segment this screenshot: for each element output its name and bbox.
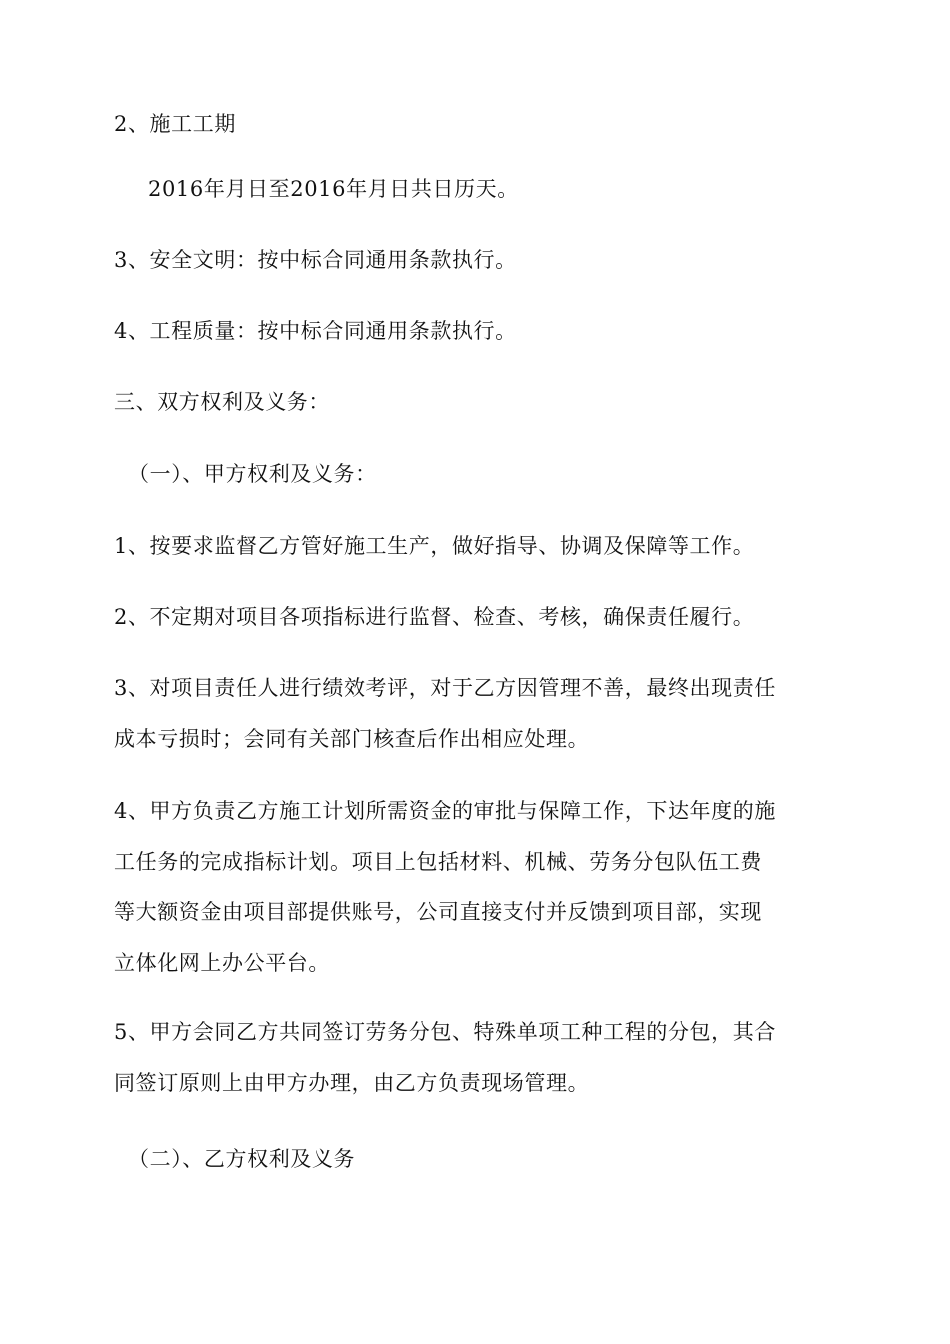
party-a-item-5-line-2: 同签订原则上由甲方办理，由乙方负责现场管理。 (114, 1071, 590, 1095)
party-a-item-5-line-1: 5、甲方会同乙方共同签订劳务分包、特殊单项工种工程的分包，其合 (114, 1020, 776, 1044)
party-a-item-4-line-1: 4、甲方负责乙方施工计划所需资金的审批与保障工作，下达年度的施 (114, 799, 776, 823)
item-3-safety: 3、安全文明：按中标合同通用条款执行。 (114, 248, 517, 272)
party-a-item-3-line-1: 3、对项目责任人进行绩效考评，对于乙方因管理不善，最终出现责任 (114, 676, 776, 700)
party-a-item-2: 2、不定期对项目各项指标进行监督、检查、考核，确保责任履行。 (114, 605, 755, 629)
subsection-2-heading: （二）、乙方权利及义务 (128, 1147, 356, 1171)
party-a-item-4-line-3: 等大额资金由项目部提供账号，公司直接支付并反馈到项目部，实现 (114, 900, 762, 924)
item-4-quality: 4、工程质量：按中标合同通用条款执行。 (114, 319, 517, 343)
section-3-heading: 三、双方权利及义务： (114, 390, 330, 414)
party-a-item-4-line-4: 立体化网上办公平台。 (114, 951, 330, 975)
party-a-item-1: 1、按要求监督乙方管好施工生产，做好指导、协调及保障等工作。 (114, 534, 755, 558)
party-a-item-3-line-2: 成本亏损时；会同有关部门核查后作出相应处理。 (114, 727, 590, 751)
party-a-item-4-line-2: 工任务的完成指标计划。项目上包括材料、机械、劳务分包队伍工费 (114, 850, 762, 874)
subsection-1-heading: （一）、甲方权利及义务： (128, 462, 377, 486)
construction-period-text: 2016年月日至2016年月日共日历天。 (148, 177, 519, 201)
item-2-construction-period: 2、施工工期 (114, 112, 236, 136)
